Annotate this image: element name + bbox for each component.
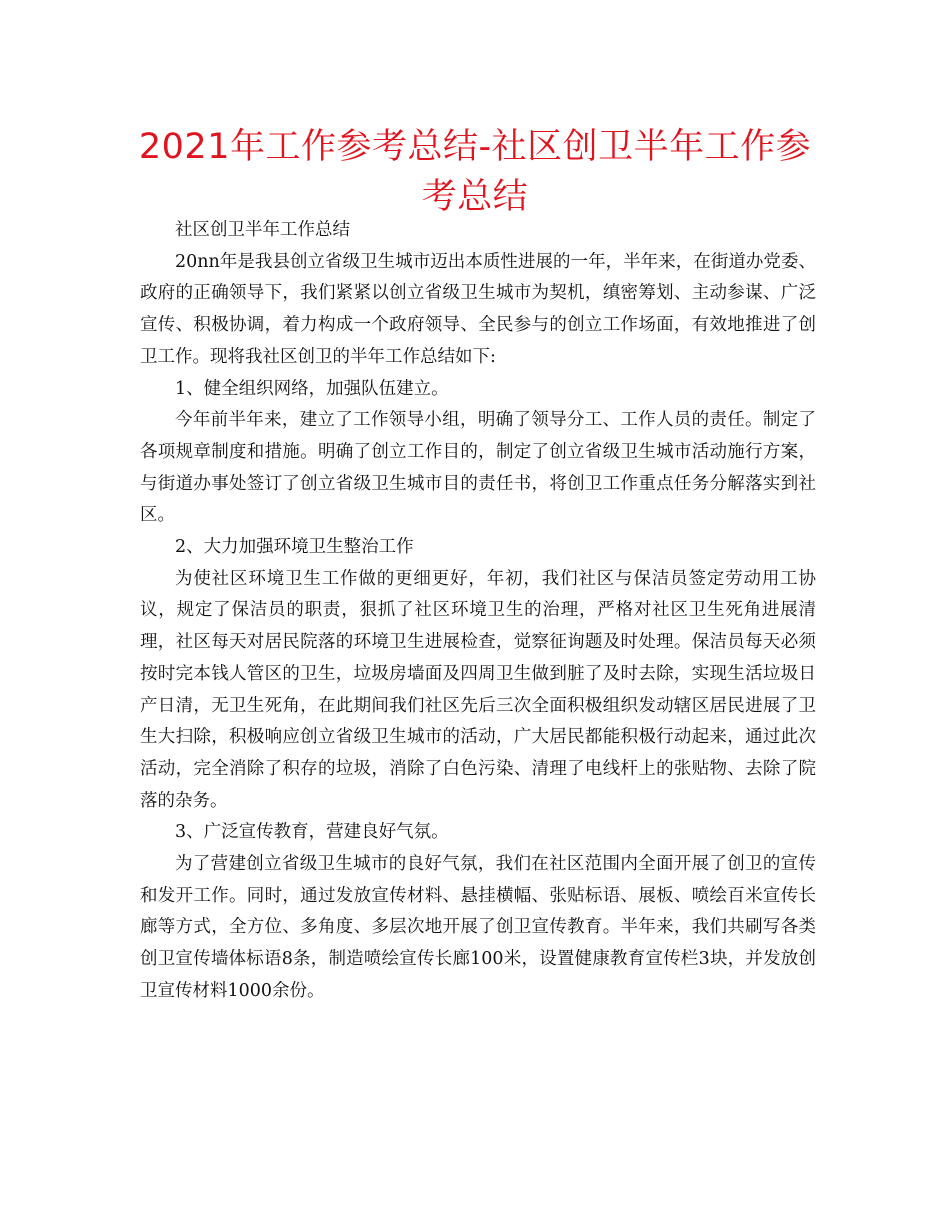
body-paragraph: 为使社区环境卫生工作做的更细更好，年初，我们社区与保洁员签定劳动用工协议，规定了保洁员的职责，狠抓了社区环境卫生的治理，严格对社区卫生死角进展清理，社区每天对居民院落的环境卫生进展检查，觉察征询题及时处理。保洁员每天必须按时完本钱人管区的卫生，垃圾房墙面及四周卫生做到脏了及时去除，实现生活垃圾日产日清，无卫生死角，在此期间我们社区先后三次全面积极组织发动辖区居民进展了卫生大扫除，积极响应创立省级卫生城市的活动，广大居民都能积极行动起来，通过此次活动，完全消除了积存的垃圾，消除了白色污染、清理了电线杆上的张贴物、去除了院落的杂务。 (140, 568, 816, 811)
section-heading: 3、广泛宣传教育，营建良好气氛。 (175, 822, 449, 843)
section-heading: 社区创卫半年工作总结 (175, 220, 350, 240)
section-heading: 2、大力加强环境卫生整治工作 (175, 537, 414, 558)
document-body (140, 215, 816, 1008)
body-paragraph: 今年前半年来，建立了工作领导小组，明确了领导分工、工作人员的责任。制定了各项规章制度和措施。明确了创立工作目的，制定了创立省级卫生城市活动施行方案，与街道办事处签订了创立省级卫生城市目的责任书，将创卫工作重点任务分解落实到社区。 (140, 410, 816, 526)
body-paragraph: 20nn年是我县创立省级卫生城市迈出本质性进展的一年，半年来，在街道办党委、政府的正确领导下，我们紧紧以创立省级卫生城市为契机，缜密筹划、主动参谋、广泛宣传、积极协调，着力构成一个政府领导、全民参与的创立工作场面，有效地推进了创卫工作。现将我社区创卫的半年工作总结如下: (140, 251, 816, 367)
document-title: 2021年工作参考总结-社区创卫半年工作参考总结 (138, 127, 812, 217)
body-paragraph: 为了营建创立省级卫生城市的良好气氛，我们在社区范围内全面开展了创卫的宣传和发开工作。同时，通过发放宣传材料、悬挂横幅、张贴标语、展板、喷绘百米宣传长廊等方式，全方位、多角度、多层次地开展了创卫宣传教育。半年来，我们共刷写各类创卫宣传墙体标语8条，制造喷绘宣传长廊100米，设置健康教育宣传栏3块，并发放创卫宣传材料1000余份。 (140, 854, 816, 1001)
section-heading: 1、健全组织网络，加强队伍建立。 (175, 378, 449, 399)
